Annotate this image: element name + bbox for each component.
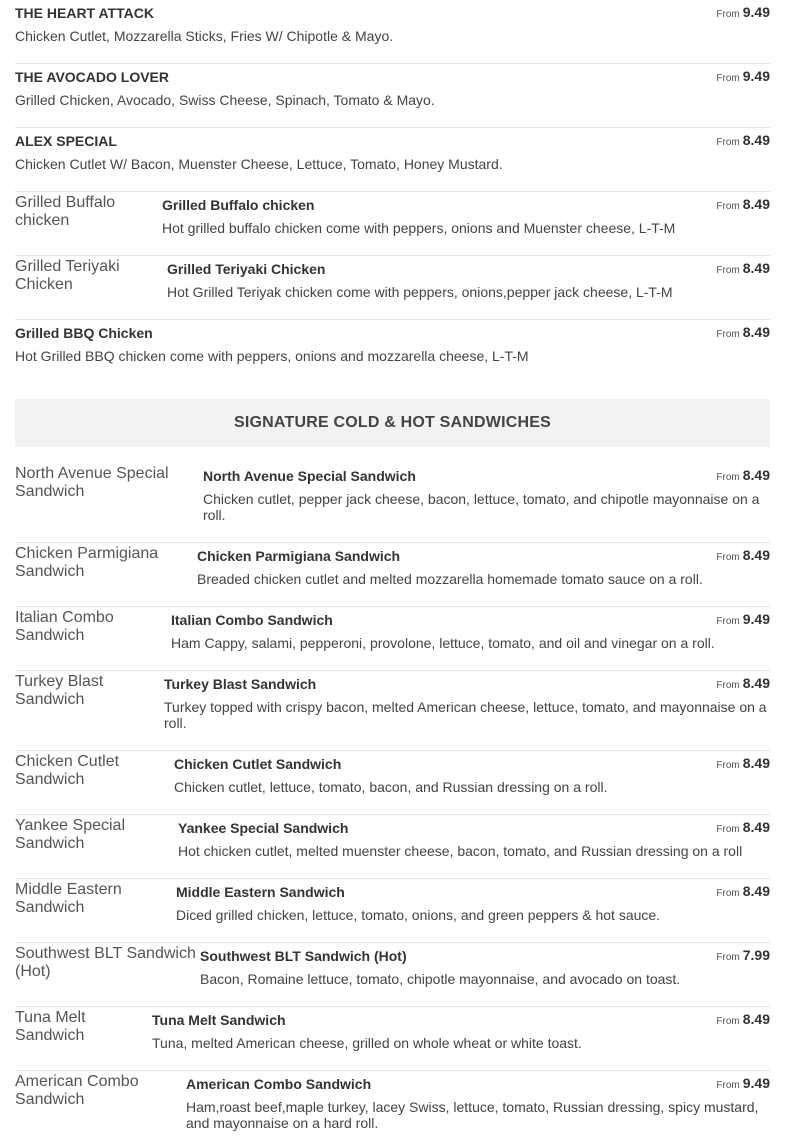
menu-item-grilled-bbq-chicken[interactable] (15, 320, 770, 384)
price-prefix: From (716, 760, 740, 771)
price-prefix: From (716, 824, 740, 835)
price-prefix: From (716, 1080, 740, 1091)
menu-item-image[interactable]: Turkey Blast Sandwich (15, 673, 104, 708)
menu-item-image[interactable]: Chicken Parmigiana Sandwich (15, 545, 159, 580)
price-amount: 8.49 (742, 1011, 770, 1027)
menu-item-text (162, 192, 770, 236)
menu-item-name: THE HEART ATTACK (15, 5, 154, 21)
menu-item-name: Chicken Parmigiana Sandwich (197, 548, 401, 564)
menu-item-image[interactable]: Grilled Teriyaki Chicken (15, 258, 120, 293)
menu-item-text (178, 815, 770, 859)
menu-item-description: Ham,roast beef,maple turkey, lacey Swiss, lettuce, tomato, Russian dressing, spicy mustard, and mayonnaise on a hard roll. (186, 1099, 759, 1131)
menu-item-image[interactable]: Grilled Buffalo chicken (15, 194, 116, 229)
menu-list (15, 0, 770, 1141)
menu-item-name: American Combo Sandwich (186, 1076, 372, 1092)
menu-item-text (15, 64, 770, 108)
price-prefix: From (716, 1016, 740, 1027)
menu-item-image[interactable]: Southwest BLT Sandwich (Hot) (15, 945, 196, 980)
price-prefix: From (716, 680, 740, 691)
menu-item-description: Ham Cappy, salami, pepperoni, provolone, lettuce, tomato, and oil and vinegar on a roll. (171, 635, 715, 651)
menu-item-text (176, 879, 770, 923)
price-amount: 9.49 (742, 68, 770, 84)
menu-item-name: Tuna Melt Sandwich (152, 1012, 286, 1028)
menu-item-name: Turkey Blast Sandwich (164, 676, 317, 692)
section-header: SIGNATURE COLD & HOT SANDWICHES (15, 399, 770, 447)
price-prefix: From (716, 472, 740, 483)
menu-item-description: Hot chicken cutlet, melted muenster cheese, bacon, tomato, and Russian dressing on a roll (178, 843, 743, 859)
price-prefix: From (716, 9, 740, 20)
price-amount: 8.49 (742, 467, 770, 483)
menu-item-chicken-cutlet-sandwich[interactable] (15, 751, 770, 815)
menu-item-southwest-blt-sandwich[interactable] (15, 943, 770, 1007)
menu-item-name: Middle Eastern Sandwich (176, 884, 345, 900)
menu-item-text (200, 943, 770, 987)
menu-item-description: Chicken cutlet, lettuce, tomato, bacon, and Russian dressing on a roll. (174, 779, 608, 795)
menu-item-image[interactable]: Tuna Melt Sandwich (15, 1009, 86, 1044)
menu-item-text (15, 320, 770, 364)
menu-item-price (716, 132, 770, 151)
menu-item-description: Breaded chicken cutlet and melted mozzarella homemade tomato sauce on a roll. (197, 571, 703, 587)
menu-item-text (203, 463, 770, 523)
menu-item-text (186, 1071, 770, 1131)
menu-item-description: Hot grilled buffalo chicken come with peppers, onions and Muenster cheese, L-T-M (162, 220, 676, 236)
menu-item-name: ALEX SPECIAL (15, 133, 117, 149)
menu-item-description: Hot Grilled Teriyak chicken come with peppers, onions,pepper jack cheese, L-T-M (167, 284, 673, 300)
price-amount: 8.49 (742, 132, 770, 148)
menu-item-image[interactable]: American Combo Sandwich (15, 1073, 139, 1108)
menu-item-name: Chicken Cutlet Sandwich (174, 756, 342, 772)
menu-item-price (716, 324, 770, 343)
price-amount: 8.49 (742, 324, 770, 340)
menu-item-description: Chicken Cutlet, Mozzarella Sticks, Fries W/ Chipotle & Mayo. (15, 28, 394, 44)
menu-item-description: Diced grilled chicken, lettuce, tomato, onions, and green peppers & hot sauce. (176, 907, 661, 923)
menu-item-price (716, 1011, 770, 1030)
menu-item-price (716, 947, 770, 966)
menu-item-north-avenue-special-sandwich[interactable] (15, 463, 770, 543)
menu-item-text (174, 751, 770, 795)
menu-item-image[interactable]: Middle Eastern Sandwich (15, 881, 122, 916)
menu-item-price (716, 1075, 770, 1094)
menu-item-tuna-melt-sandwich[interactable] (15, 1007, 770, 1071)
price-prefix: From (716, 201, 740, 212)
menu-item-name: North Avenue Special Sandwich (203, 468, 416, 484)
menu-item-price (716, 819, 770, 838)
menu-item-grilled-teriyaki-chicken[interactable] (15, 256, 770, 320)
menu-item-description: Turkey topped with crispy bacon, melted American cheese, lettuce, tomato, and mayonnaise on a roll. (164, 699, 767, 731)
menu-item-description: Tuna, melted American cheese, grilled on whole wheat or white toast. (152, 1035, 582, 1051)
price-amount: 8.49 (742, 819, 770, 835)
menu-item-grilled-buffalo-chicken[interactable] (15, 192, 770, 256)
menu-item-yankee-special-sandwich[interactable] (15, 815, 770, 879)
price-prefix: From (716, 137, 740, 148)
menu-item-price (716, 467, 770, 486)
menu-item-price (716, 883, 770, 902)
menu-item-description: Chicken cutlet, pepper jack cheese, bacon, lettuce, tomato, and chipotle mayonnaise on a roll. (203, 491, 760, 523)
menu-item-italian-combo-sandwich[interactable] (15, 607, 770, 671)
menu-item-image[interactable]: Yankee Special Sandwich (15, 817, 125, 852)
price-amount: 8.49 (742, 755, 770, 771)
menu-item-text (197, 543, 770, 587)
menu-item-name: Southwest BLT Sandwich (Hot) (200, 948, 407, 964)
menu-item-text (164, 671, 770, 731)
price-amount: 9.49 (742, 1075, 770, 1091)
menu-item-text (15, 0, 770, 44)
price-prefix: From (716, 952, 740, 963)
menu-item-name: Grilled Buffalo chicken (162, 197, 315, 213)
menu-item-text (171, 607, 770, 651)
price-prefix: From (716, 616, 740, 627)
price-amount: 8.49 (742, 883, 770, 899)
menu-item-chicken-parmigiana-sandwich[interactable] (15, 543, 770, 607)
price-amount: 8.49 (742, 196, 770, 212)
price-prefix: From (716, 888, 740, 899)
menu-item-price (716, 611, 770, 630)
menu-item-price (716, 4, 770, 23)
price-prefix: From (716, 552, 740, 563)
menu-item-turkey-blast-sandwich[interactable] (15, 671, 770, 751)
menu-item-price (716, 547, 770, 566)
menu-item-image[interactable]: Italian Combo Sandwich (15, 609, 114, 644)
menu-item-description: Bacon, Romaine lettuce, tomato, chipotle mayonnaise, and avocado on toast. (200, 971, 681, 987)
menu-item-image[interactable]: Chicken Cutlet Sandwich (15, 753, 120, 788)
menu-item-name: Grilled Teriyaki Chicken (167, 261, 326, 277)
menu-item-description: Hot Grilled BBQ chicken come with peppers, onions and mozzarella cheese, L-T-M (15, 348, 529, 364)
price-amount: 7.99 (742, 947, 770, 963)
menu-item-the-heart-attack[interactable] (15, 0, 770, 64)
price-prefix: From (716, 73, 740, 84)
menu-item-price (716, 755, 770, 774)
menu-item-alex-special[interactable] (15, 128, 770, 192)
menu-item-name: Grilled BBQ Chicken (15, 325, 153, 341)
menu-item-name: Italian Combo Sandwich (171, 612, 333, 628)
price-prefix: From (716, 265, 740, 276)
menu-item-image[interactable]: North Avenue Special Sandwich (15, 465, 169, 500)
menu-item-text (167, 256, 770, 300)
price-amount: 8.49 (742, 260, 770, 276)
menu-item-description: Chicken Cutlet W/ Bacon, Muenster Cheese, Lettuce, Tomato, Honey Mustard. (15, 156, 503, 172)
menu-item-name: THE AVOCADO LOVER (15, 69, 170, 85)
menu-item-price (716, 260, 770, 279)
price-amount: 9.49 (742, 4, 770, 20)
menu-item-american-combo-sandwich[interactable] (15, 1071, 770, 1141)
menu-item-middle-eastern-sandwich[interactable] (15, 879, 770, 943)
price-amount: 8.49 (742, 675, 770, 691)
menu-item-price (716, 675, 770, 694)
menu-item-name: Yankee Special Sandwich (178, 820, 349, 836)
menu-item-the-avocado-lover[interactable] (15, 64, 770, 128)
menu-item-description: Grilled Chicken, Avocado, Swiss Cheese, Spinach, Tomato & Mayo. (15, 92, 435, 108)
price-amount: 8.49 (742, 547, 770, 563)
menu-item-text (152, 1007, 770, 1051)
menu-item-price (716, 68, 770, 87)
menu-item-price (716, 196, 770, 215)
price-prefix: From (716, 329, 740, 340)
price-amount: 9.49 (742, 611, 770, 627)
menu-item-text (15, 128, 770, 172)
